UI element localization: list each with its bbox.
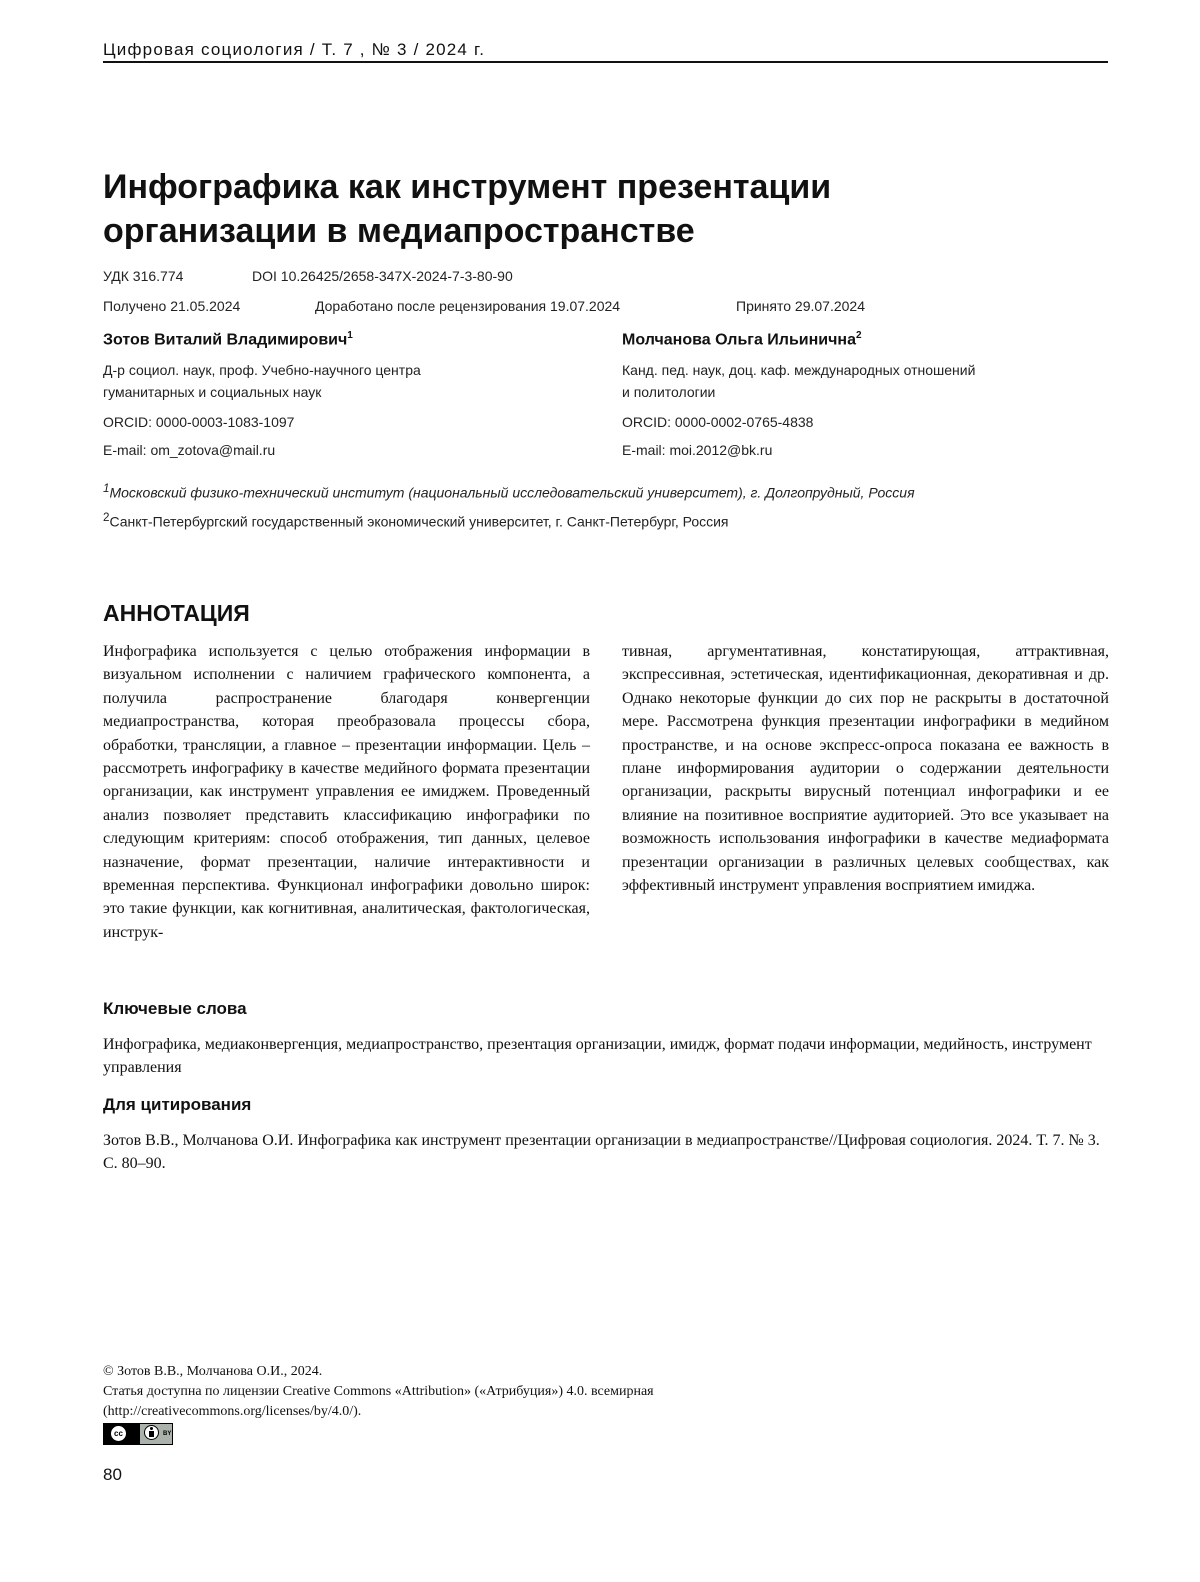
keywords-text: Инфографика, медиаконвергенция, медиапространство, презентация организации, имидж, формат подачи информации, медийность, инструмент управления xyxy=(103,1036,1092,1076)
author-2-name: Молчанова Ольга Ильинична$^2$ xyxy=(622,330,862,349)
accepted-date: Принято 29.07.2024 xyxy=(736,298,865,314)
license-url[interactable]: (http://creativecommons.org/licenses/by/4.0/). xyxy=(103,1404,362,1419)
title-line-1: Инфографика как инструмент презентации xyxy=(103,168,832,206)
running-head: Цифровая социология / Т. 7 , № 3 / 2024 г. xyxy=(103,40,486,59)
author-1-position: Д-р социол. наук, проф. Учебно-научного центра гуманитарных и социальных наук xyxy=(103,362,421,400)
affiliation-2: $^2$Санкт-Петербургский государственный экономический университет, г. Санкт-Петербург, Россия xyxy=(103,511,729,530)
abstract-heading: АННОТАЦИЯ xyxy=(103,600,250,626)
citation-text: Зотов В.В., Молчанова О.И. Инфографика как инструмент презентации организации в медиапространстве//Цифровая социология. 2024. Т. 7. № 3. С. 80–90. xyxy=(103,1132,1100,1172)
cc-icon: cc xyxy=(110,1425,127,1442)
udc-code: УДК 316.774 xyxy=(103,268,184,284)
cc-by-license-badge[interactable] xyxy=(103,1423,173,1445)
citation-heading: Для цитирования xyxy=(103,1095,252,1114)
author-2-sup: 2 xyxy=(856,330,862,341)
author-2-orcid: ORCID: 0000-0002-0765-4838 xyxy=(622,414,814,430)
by-label: BY xyxy=(163,1431,172,1437)
revised-date: Доработано после рецензирования 19.07.2024 xyxy=(315,298,621,314)
author-1-sup: 1 xyxy=(347,330,353,341)
license-block xyxy=(103,1362,863,1422)
author-1-email: E-mail: om_zotova@mail.ru xyxy=(103,442,276,458)
page-number: 80 xyxy=(103,1465,122,1484)
copyright-line: © Зотов В.В., Молчанова О.И., 2024. xyxy=(103,1364,323,1379)
license-line: Статья доступна по лицензии Creative Commons «Attribution» («Атрибуция») 4.0. всемирная xyxy=(103,1384,654,1399)
title-line-2: организации в медиапространстве xyxy=(103,212,695,250)
doi: DOI 10.26425/2658-347X-2024-7-3-80-90 xyxy=(252,268,513,284)
attribution-person-icon xyxy=(144,1425,159,1440)
keywords-heading: Ключевые слова xyxy=(103,999,247,1018)
author-1-name: Зотов Виталий Владимирович$^1$ xyxy=(103,330,353,349)
abstract-column-2: тивная, аргументативная, констатирующая, аттрактивная, экспрессивная, эстетическая, идентификационная, декоративная и др. Однако некоторые функции до сих пор не раскрыты в достаточной мере. Рассмотрена функция презентации инфографики в медийном пространстве, и на основе экспресс-опроса показана ее важность в плане информирования аудитории о содержании деятельности организации, раскрыты вирусный потенциал инфографики и ее влияние на позитивное восприятие аудиторией. Это все указывает на возможность использования инфографики в качестве медиаформата презентации организации в различных целевых сообществах, как эффективный инструмент управления восприятием имиджа. xyxy=(622,643,1109,895)
article-title xyxy=(103,165,1103,253)
cc-logo-block xyxy=(104,1424,140,1444)
received-date: Получено 21.05.2024 xyxy=(103,298,241,314)
author-2-position: Канд. пед. наук, доц. каф. международных отношений и политологии xyxy=(622,362,976,400)
header-rule xyxy=(103,61,1108,63)
author-1-orcid: ORCID: 0000-0003-1083-1097 xyxy=(103,414,295,430)
author-2-email: E-mail: moi.2012@bk.ru xyxy=(622,442,773,458)
affiliation-1: $^1$Московский физико-технический институт (национальный исследовательский университет), г. Долгопрудный, Россия xyxy=(103,482,915,501)
abstract-column-1: Инфографика используется с целью отображения информации в визуальном исполнении с наличием графического компонента, а получила распространение благодаря конвергенции медиапространства, которая преобразовала процессы сбора, обработки, трансляции, а главное – презентации информации. Цель – рассмотреть инфографику в качестве медийного формата презентации организации, как инструмент управления ее имиджем. Проведенный анализ позволяет представить классификацию инфографики по следующим критериям: способ отображения, тип данных, целевое назначение, формат презентации, наличие интерактивности и временная перспектива. Функционал инфографики довольно широк: это такие функции, как когнитивная, аналитическая, фактологическая, инструк- xyxy=(103,643,590,941)
